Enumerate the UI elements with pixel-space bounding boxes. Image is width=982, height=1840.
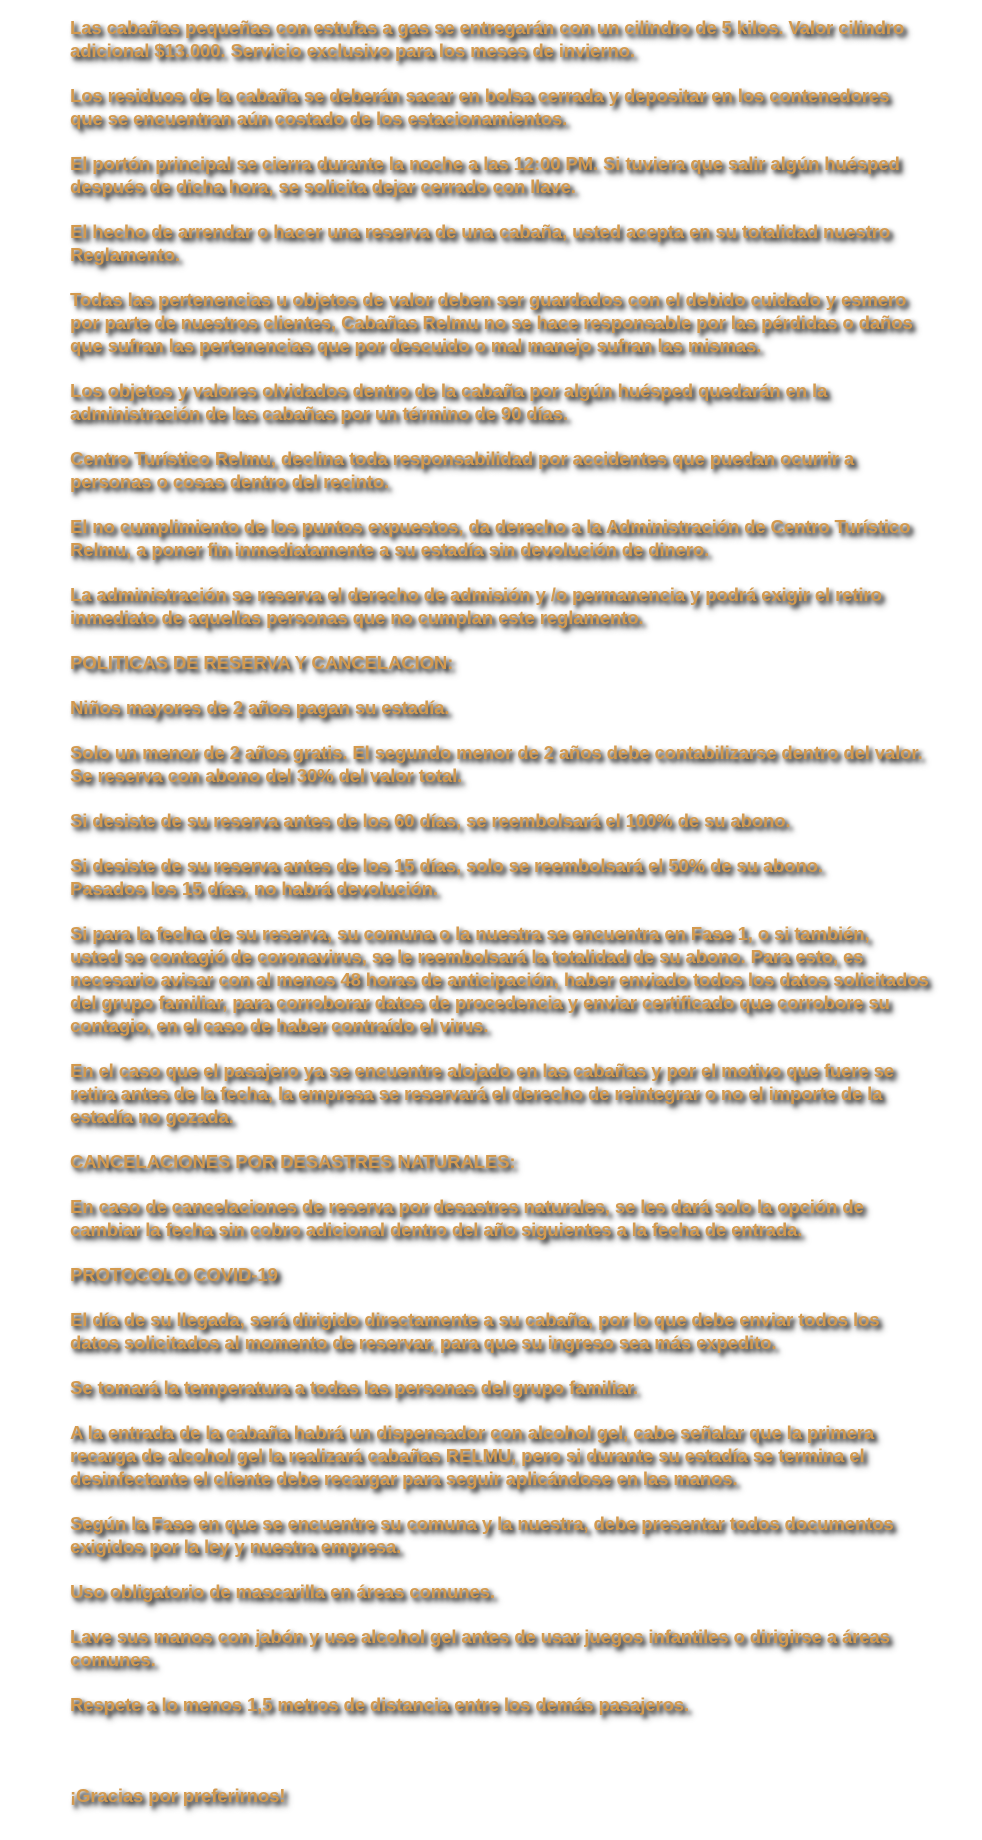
policy-early-departure: En el caso que el pasajero ya se encuentre alojado en las cabañas y por el motivo que fuere se retira antes de la fecha, la empresa se reservará el derecho de reintegrar o no el importe de la estadía no gozada. [70,1060,894,1127]
section-heading-reservation-policy: POLITICAS DE RESERVA Y CANCELACION: [70,652,454,673]
covid-arrival: El día de su llegada, será dirigido directamente a su cabaña, por lo que debe enviar todos los datos solicitados al momento de reservar, para que su ingreso sea más expedito. [70,1309,880,1353]
rule-main-gate: El portón principal se cierra durante la noche a las 12:00 PM. Si tuviera que salir algún huésped después de dicha hora, se solicita dejar cerrado con llave. [70,153,900,197]
rules-document [70,16,980,1829]
covid-hand-washing: Lave sus manos con jabón y use alcohol gel antes de usar juegos infantiles o dirigirse a áreas comunes. [70,1626,890,1670]
policy-cancel-60-days: Si desiste de su reserva antes de los 60 días, se reembolsará el 100% de su abono. [70,810,791,831]
rule-non-compliance: El no cumplimiento de los puntos expuestos, da derecho a la Administración de Centro Turístico Relmu, a poner fin inmediatamente a su estadía sin devolución de dinero. [70,516,911,560]
covid-documents: Según la Fase en que se encuentre su comuna y la nuestra, debe presentar todos documentos exigidos por la ley y nuestra empresa. [70,1513,894,1557]
spacer [70,1738,980,1784]
rule-gas-cylinder: Las cabañas pequeñas con estufas a gas se entregarán con un cilindro de 5 kilos. Valor cilindro adicional $13.000. Servicio exclusivo para los meses de invierno. [70,17,905,61]
rule-admission: La administración se reserva el derecho de admisión y /o permanencia y podrá exigir el retiro inmediato de aquellas personas que no cumplan este reglamento. [70,584,882,628]
rule-waste-disposal: Los residuos de la cabaña se deberán sacar en bolsa cerrada y depositar en los contenedores que se encuentran aún costado de los estacionamientos. [70,85,890,129]
policy-covid-refund: Si para la fecha de su reserva, su comuna o la nuestra se encuentra en Fase 1, o si también, usted se contagió de coronavirus, se le reembolsará la totalidad de su abono. Para esto, es necesario avisar con al menos 48 horas de anticipación, haber enviado todos los datos solicitados del grupo familiar, para corroborar datos de procedencia y enviar certificado que corrobore su contagio, en el caso de haber contraído el virus. [70,923,929,1036]
rule-forgotten-items: Los objetos y valores olvidados dentro de la cabaña por algún huésped quedarán en la administración de las cabañas por un término de 90 días. [70,380,828,424]
covid-alcohol-gel: A la entrada de la cabaña habrá un dispensador con alcohol gel, cabe señalar que la primera recarga de alcohol gel la realizará cabañas RELMU, pero si durante su estadía se termina el desinfectante el cliente debe recargar para seguir aplicándose en las manos. [70,1422,875,1489]
rule-acceptance: El hecho de arrendar o hacer una reserva de una cabaña, usted acepta en su totalidad nuestro Reglamento. [70,221,891,265]
section-heading-covid-protocol: PROTOCOLO COVID-19 [70,1264,278,1285]
covid-temperature: Se tomará la temperatura a todas las personas del grupo familiar. [70,1377,638,1398]
covid-mask: Uso obligatorio de mascarilla en áreas comunes. [70,1581,495,1602]
policy-cancel-15-days: Si desiste de su reserva antes de los 15 días, solo se reembolsará el 50% de su abono. Pasados los 15 días, no habrá devolución. [70,855,823,899]
section-heading-natural-disasters: CANCELACIONES POR DESASTRES NATURALES: [70,1151,516,1172]
closing-thanks: ¡Gracias por preferirnos! [70,1785,286,1806]
policy-natural-disasters: En caso de cancelaciones de reserva por desastres naturales, se les dará solo la opción de cambiar la fecha sin cobro adicional dentro del año siguientes a la fecha de entrada. [70,1196,864,1240]
policy-infants: Solo un menor de 2 años gratis. El segundo menor de 2 años debe contabilizarse dentro del valor. Se reserva con abono del 30% del valor total. [70,742,923,786]
policy-children-pay: Niños mayores de 2 años pagan su estadía. [70,697,450,718]
rule-belongings: Todas las pertenencias u objetos de valor deben ser guardados con el debido cuidado y esmero por parte de nuestros clientes, Cabañas Relmu no se hace responsable por las pérdidas o daños que sufran las pertenencias que por descuido o mal manejo sufran las mismas. [70,289,913,356]
rule-liability: Centro Turístico Relmu, declina toda responsabilidad por accidentes que puedan ocurrir a personas o cosas dentro del recinto. [70,448,855,492]
covid-distance: Respete a lo menos 1,5 metros de distancia entre los demás pasajeros. [70,1694,689,1715]
